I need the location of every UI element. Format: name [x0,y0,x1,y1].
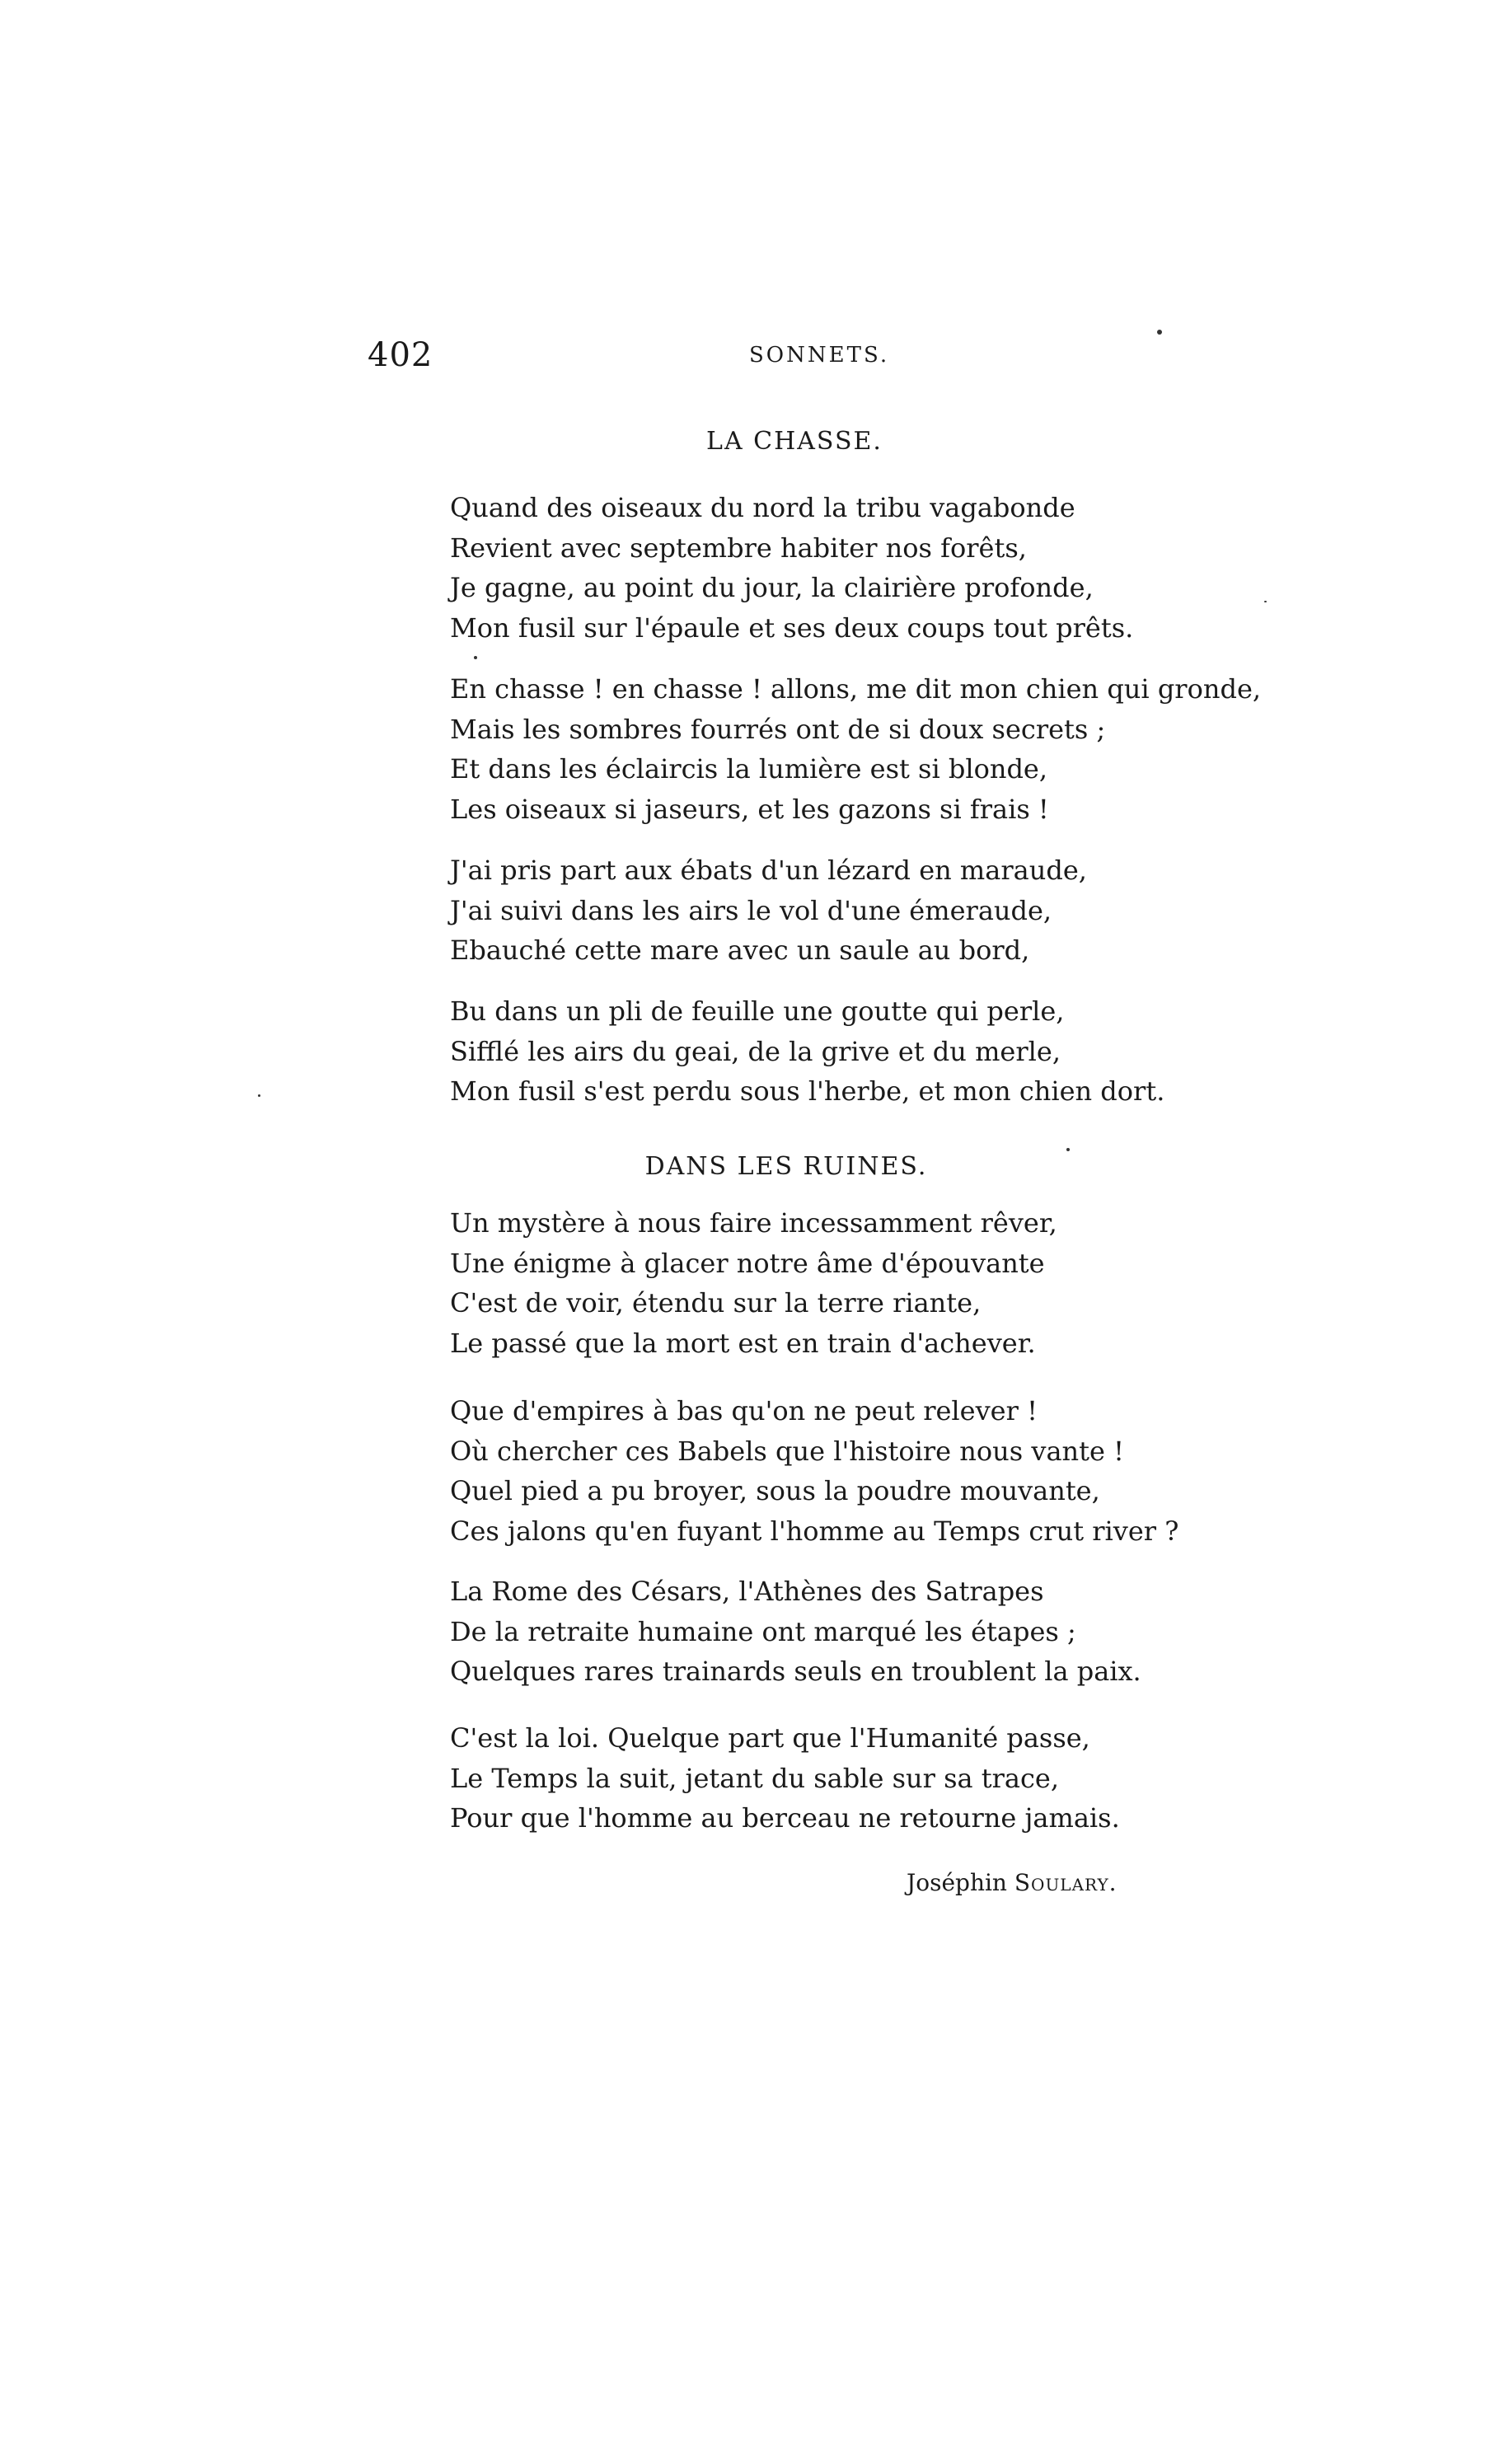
verse-line: Ces jalons qu'en fuyant l'homme au Temps crut river ? [450,1515,1179,1547]
stanza [450,1391,1274,1551]
verse-line: J'ai pris part aux ébats d'un lézard en maraude, [450,855,1087,886]
scan-speck [1066,1148,1070,1151]
stanza [450,488,1274,648]
poem-title: LA CHASSE. [706,427,883,456]
verse-line: En chasse ! en chasse ! allons, me dit mon chien qui gronde, [450,673,1262,705]
section-title: SONNETS. [749,343,890,368]
verse-line: Que d'empires à bas qu'on ne peut relever ! [450,1395,1038,1426]
verse-line: Mon fusil s'est perdu sous l'herbe, et mon chien dort. [450,1075,1165,1107]
scan-speck [258,1094,260,1097]
verse-line: Les oiseaux si jaseurs, et les gazons si frais ! [450,793,1049,825]
verse-line: Quand des oiseaux du nord la tribu vagabonde [450,492,1075,523]
verse-line: Quelques rares trainards seuls en troublent la paix. [450,1656,1141,1687]
verse-line: Le Temps la suit, jetant du sable sur sa trace, [450,1762,1059,1794]
verse-line: Un mystère à nous faire incessamment rêver, [450,1207,1057,1239]
verse-line: Où chercher ces Babels que l'histoire nous vante ! [450,1435,1124,1467]
stanza [450,1572,1274,1692]
scan-speck [1264,601,1267,602]
author-first-name: Joséphin [907,1869,1007,1896]
verse-line: De la retraite humaine ont marqué les étapes ; [450,1615,1076,1647]
verse-line: Revient avec septembre habiter nos forêts, [450,532,1027,564]
verse-line: Et dans les éclaircis la lumière est si blonde, [450,753,1048,785]
scan-speck [474,656,477,659]
verse-line: Ebauché cette mare avec un saule au bord, [450,935,1030,966]
verse-line: Je gagne, au point du jour, la clairière profonde, [450,572,1094,603]
verse-line: Quel pied a pu broyer, sous la poudre mouvante, [450,1475,1100,1506]
verse-line: Une énigme à glacer notre âme d'épouvante [450,1247,1045,1279]
stanza [450,1718,1274,1839]
stanza [450,669,1274,829]
verse-line: C'est la loi. Quelque part que l'Humanité passe, [450,1722,1090,1754]
page-number: 402 [368,336,433,374]
running-head [368,336,1192,386]
author-last-name: Soulary. [1014,1869,1118,1896]
verse-line: Bu dans un pli de feuille une goutte qui perle, [450,995,1065,1027]
scan-speck [1157,330,1162,335]
author-signature [907,1869,1118,1896]
verse-line: Mon fusil sur l'épaule et ses deux coups tout prêts. [450,611,1134,644]
verse-line: J'ai suivi dans les airs le vol d'une émeraude, [450,894,1052,926]
stanza [450,991,1274,1112]
verse-line: Le passé que la mort est en train d'achever. [450,1327,1036,1359]
verse-line: Mais les sombres fourrés ont de si doux secrets ; [450,713,1106,745]
stanza [450,1203,1274,1363]
verse-line: Pour que l'homme au berceau ne retourne jamais. [450,1802,1120,1834]
stanza [450,850,1274,971]
verse-line: C'est de voir, étendu sur la terre riante, [450,1287,982,1319]
verse-line: Sifflé les airs du geai, de la grive et du merle, [450,1035,1061,1067]
verse-line: La Rome des Césars, l'Athènes des Satrapes [450,1576,1044,1607]
poem-title: DANS LES RUINES. [644,1152,928,1181]
